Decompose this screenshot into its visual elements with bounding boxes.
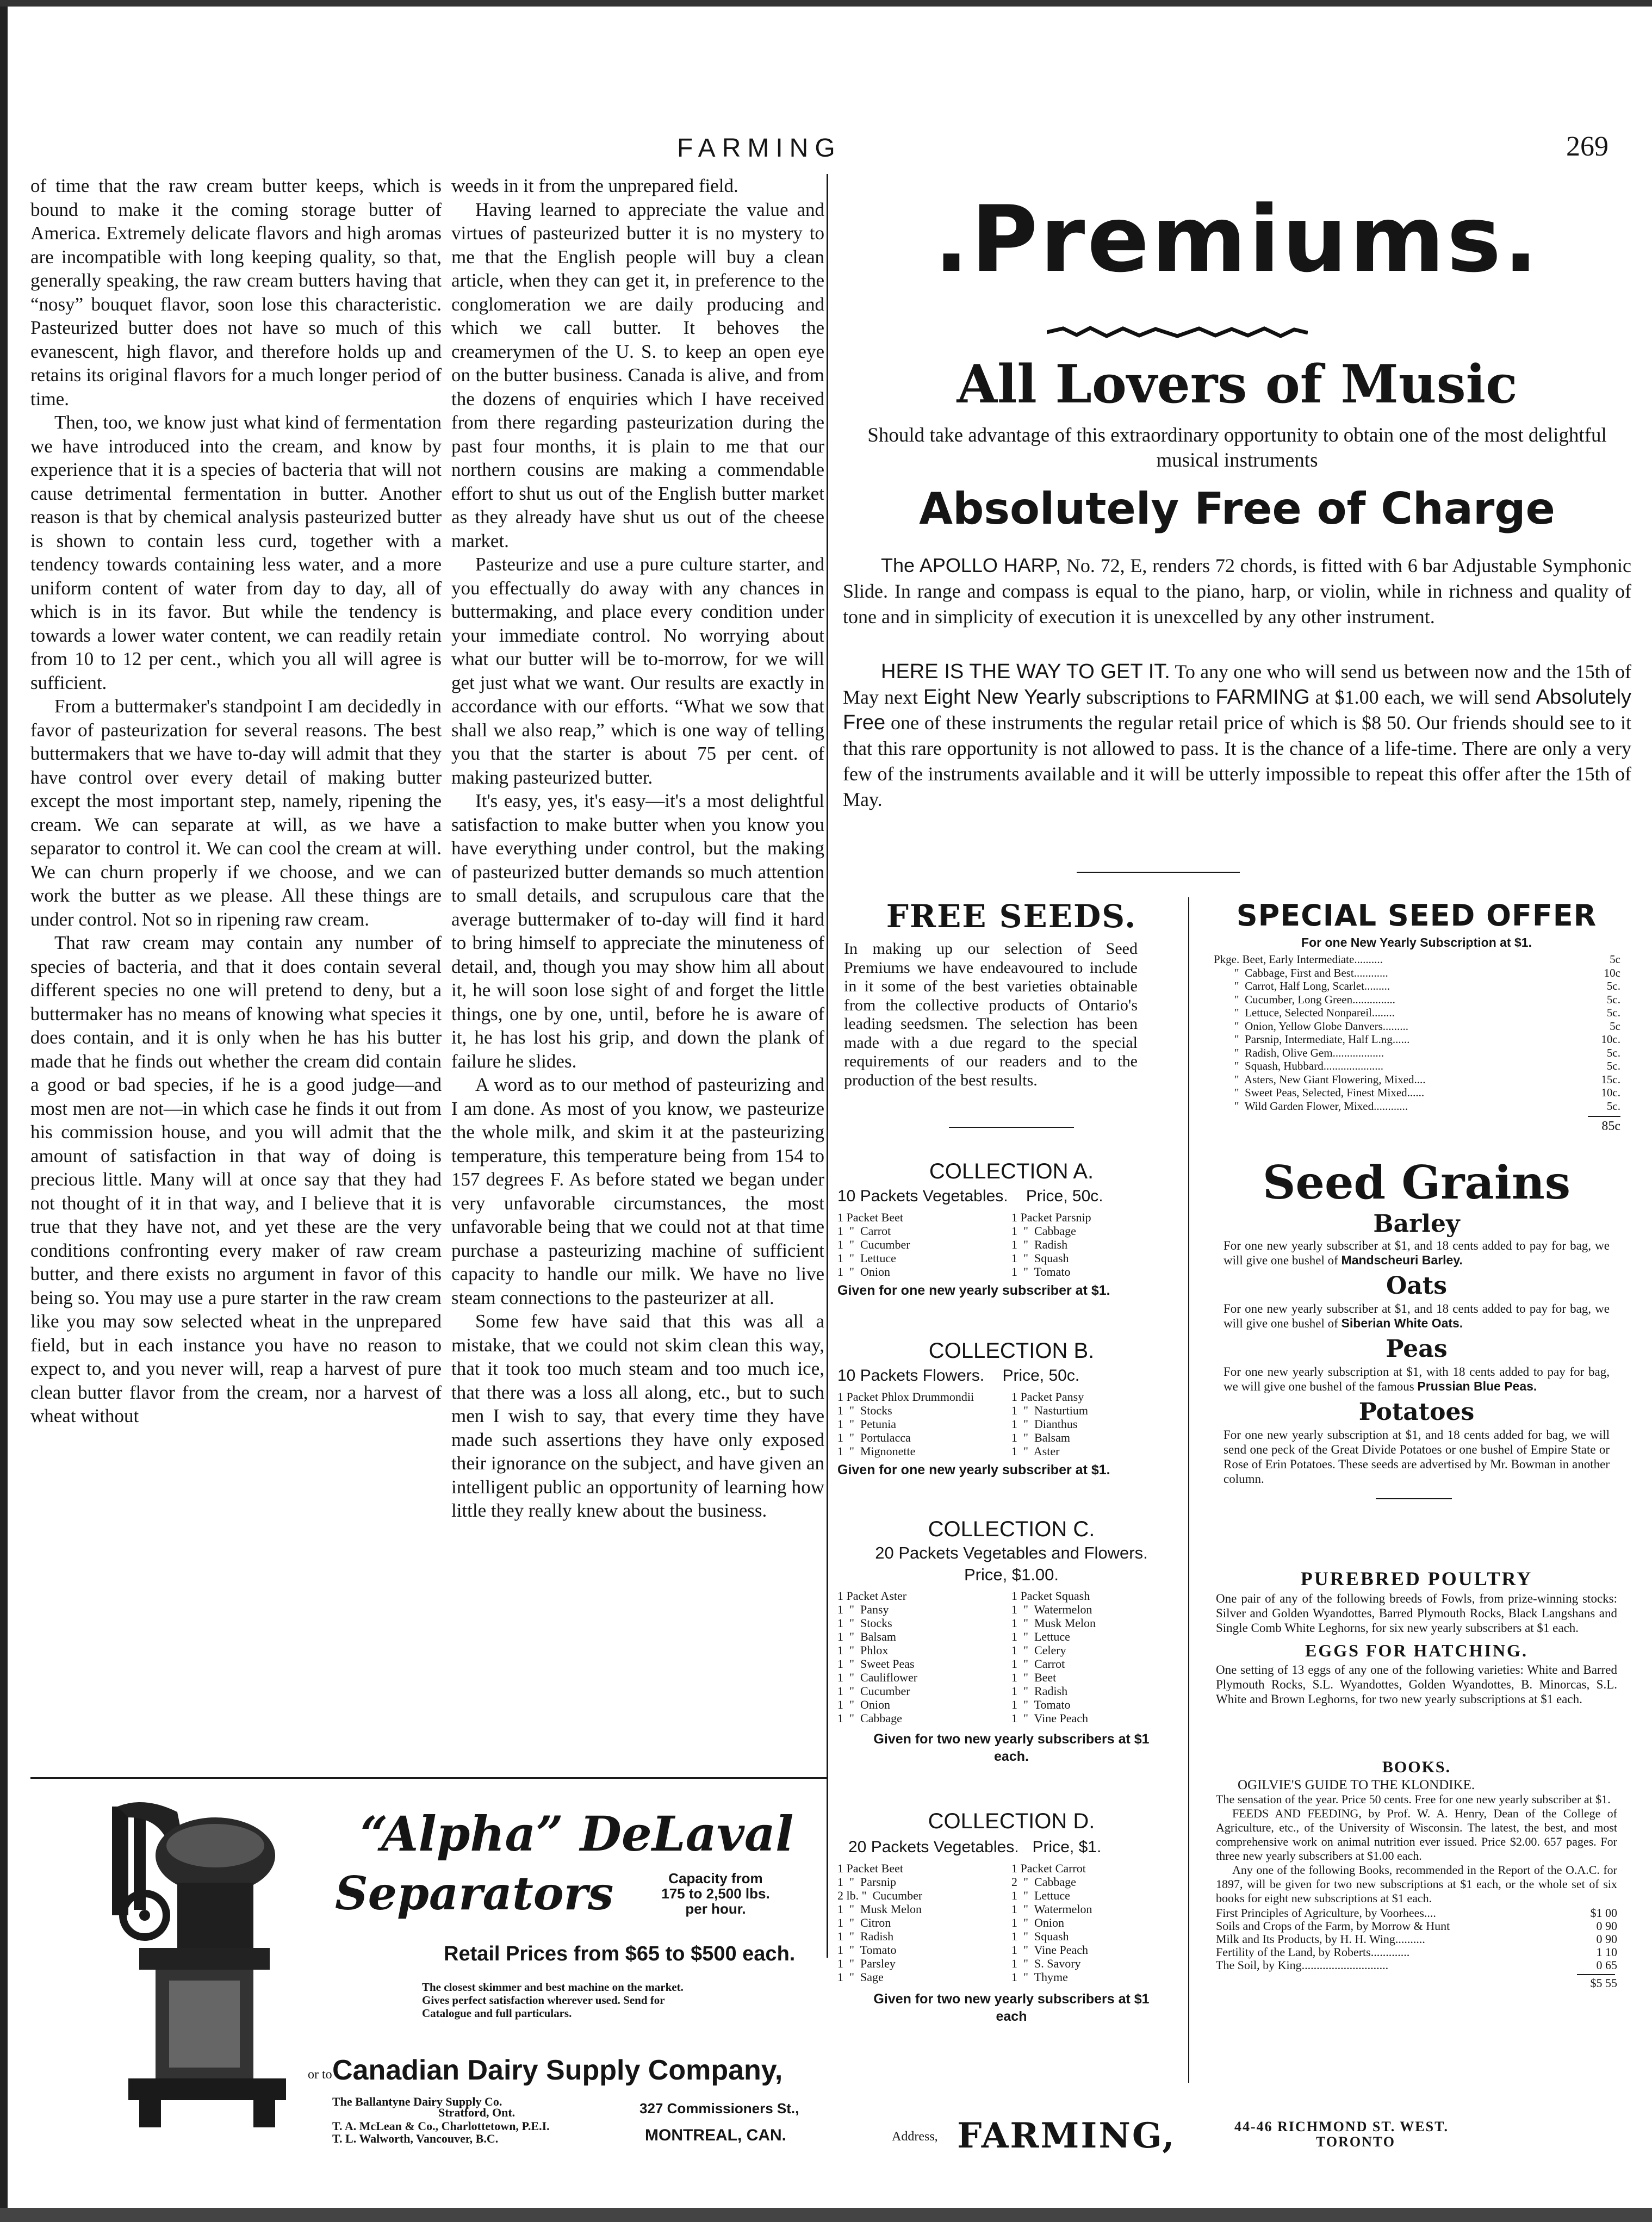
book-list-item xyxy=(1216,1959,1617,1972)
packet-item: 1 " Pansy xyxy=(837,1603,889,1616)
offer-item-price: 5c. xyxy=(1606,1006,1620,1019)
packet-item: 1 " Onion xyxy=(1011,1916,1064,1929)
ad-capacity: Capacity from 175 to 2,500 lbs. per hour. xyxy=(661,1870,770,1917)
premiums-rule xyxy=(1077,872,1240,873)
music-heading: All Lovers of Music xyxy=(957,353,1518,415)
packet-item: 1 " Onion xyxy=(837,1698,890,1711)
ad-title-line2: Separators xyxy=(335,1866,614,1920)
ad-address-city: MONTREAL, CAN. xyxy=(645,2126,786,2144)
packet-item: 1 Packet Beet xyxy=(837,1211,903,1224)
paragraph: Some few have said that this was all a mistake, that we could not skim clean this way, that it took too much steam and too much ice, that there was a loss all along, etc., but to such men I wish to say, that every time they have made such assertions they have only exposed their ignorance on the subject, and have given an intelligent public an opportunity of learning how little they really knew about the business. xyxy=(451,1311,824,1521)
barley-variety: Mandscheuri Barley. xyxy=(1341,1253,1463,1267)
packet-item: 1 Packet Pansy xyxy=(1011,1390,1084,1404)
paragraph: weeds in it from the unprepared field. xyxy=(451,175,738,196)
book-title: Milk and Its Products, by H. H. Wing.......... xyxy=(1216,1933,1425,1946)
collection-subtitle: 10 Packets Vegetables. Price, 50c. xyxy=(837,1187,1103,1205)
offer-item xyxy=(1196,1059,1620,1073)
packet-item: 1 " Carrot xyxy=(837,1224,891,1238)
collection-price: Price, $1.00. xyxy=(964,1565,1059,1584)
packet-item: 1 " Vine Peach xyxy=(1011,1943,1089,1957)
offer-item xyxy=(1196,966,1620,980)
book-title: Soils and Crops of the Farm, by Morrow & Hunt xyxy=(1216,1920,1450,1933)
grains-rule xyxy=(1376,1498,1452,1499)
packet-item: 1 " Mignonette xyxy=(837,1444,916,1458)
packet-item: 1 " Cucumber xyxy=(837,1238,910,1251)
offer-item-price: 5c. xyxy=(1606,1046,1620,1059)
packet-item: 1 " Phlox xyxy=(837,1643,889,1657)
paragraph: A word as to our method of pasteurizing and I am done. As most of you know, we pasteurize the whole milk, and skim it at the pasteurizing temperature, this temperature being from 154 to 157 degrees F. As before stated we began under very unfavorable circumstances, the most unfavorable being that we could not at that time purchase a pasteurizing machine of sufficient capacity to handle our milk. We have no live steam connections to the pasteurizer at all. xyxy=(451,1074,824,1308)
packet-item: 1 " Sage xyxy=(837,1970,884,1984)
packet-item: 1 " Radish xyxy=(1011,1238,1068,1251)
packet-item: 1 " Balsam xyxy=(837,1630,896,1643)
packet-item: 1 " Sweet Peas xyxy=(837,1657,915,1671)
oats-variety: Siberian White Oats. xyxy=(1341,1316,1463,1330)
packet-item: 1 " Radish xyxy=(1011,1684,1068,1698)
address-label: Address, xyxy=(892,2130,938,2144)
ad-retail-price: Retail Prices from $65 to $500 each. xyxy=(444,1942,796,1965)
harp-name: The APOLLO HARP, xyxy=(881,554,1061,576)
article-column-2 xyxy=(451,174,824,1523)
books-section xyxy=(1196,1757,1637,1991)
oats-desc: For one new yearly subscriber at $1, and 18 cents added to pay for bag, we will give one bushel of xyxy=(1224,1302,1610,1330)
offer-emph: Absolutely Free xyxy=(843,686,1631,734)
packet-item: 1 " Onion xyxy=(837,1265,890,1278)
special-offer-title: SPECIAL SEED OFFER xyxy=(1236,898,1597,933)
potatoes-heading: Potatoes xyxy=(1358,1398,1475,1426)
ad-description: The closest skimmer and best machine on the market. Gives perfect satisfaction wherever used. Send for Catalogue and full particulars. xyxy=(422,1981,684,2020)
harp-description xyxy=(843,553,1631,630)
packet-item: 1 " Balsam xyxy=(1011,1431,1070,1444)
column-divider xyxy=(827,174,828,1958)
collection-title: COLLECTION C. xyxy=(928,1517,1095,1541)
special-offer-total: 85c xyxy=(1601,1119,1620,1133)
offer-item-name: " Lettuce, Selected Nonpareil........ xyxy=(1234,1006,1395,1019)
packet-item: 1 " Stocks xyxy=(837,1616,892,1630)
offer-item-name: " Wild Garden Flower, Mixed............ xyxy=(1234,1099,1408,1113)
packet-item: 1 " Beet xyxy=(1011,1671,1057,1684)
offer-item-price: 5c xyxy=(1610,953,1620,966)
book-feeds: FEEDS AND FEEDING, by Prof. W. A. Henry, Dean of the College of Agriculture, etc., of the University of Wisconsin. The latest, the best, and most comprehensive work on animal nutrition ever issued. Price $2.00. 657 pages. For three new yearly subscribers at $1.00 each. xyxy=(1216,1807,1617,1863)
packet-item: 1 Packet Squash xyxy=(1011,1589,1090,1603)
offer-item xyxy=(1196,979,1620,993)
peas-variety: Prussian Blue Peas. xyxy=(1417,1379,1537,1393)
book-list-item xyxy=(1216,1946,1617,1959)
paragraph: From a buttermaker's standpoint I am decidedly in favor of pasteurization for several reasons. The best buttermakers that we have to-day will admit that they have control over every detail of making butter except the most important step, namely, ripening the cream. We can separate at will, as we have a separator to control it. We can cool the cream at will. We can churn properly if we choose, and we can work the butter as we please. All these things are under control. Not so in ripening raw cream. xyxy=(30,696,442,930)
running-title: FARMING xyxy=(677,134,842,163)
eggs-title: EGGS FOR HATCHING. xyxy=(1305,1641,1528,1660)
offer-text: one of these instruments the regular retail price of which is $8 50. Our friends should see to it that this rare opportunity is not allowed to pass. It is the chance of a life-time. There are only a very few of the instruments available and it will be utterly impossible to repeat this offer after the 15th of May. xyxy=(843,712,1631,810)
paragraph: Then, too, we know just what kind of fermentation we have introduced into the cream, and know by experience that it is a species of bacteria that will not cause detrimental fermentation in butter. Another reason is that by chemical analysis pasteurized butter is shown to contain less curd, together with a tendency towards containing less water, and a more uniform content of water from day to day, all of which is in its favor. But while the tendency is towards a lower water content, we can readily retain from 10 to 12 per cent., which you all will agree is sufficient. xyxy=(30,412,442,693)
offer-item-price: 10c. xyxy=(1601,1033,1620,1046)
book-oac: Any one of the following Books, recommended in the Report of the O.A.C. for 1897, will be given for two new subscriptions at $1 each, or the whole set of six books for eight new subscriptions at $1 each. xyxy=(1216,1863,1617,1905)
collection-a xyxy=(837,1158,1185,1302)
free-heading: Absolutely Free of Charge xyxy=(919,483,1555,534)
packet-item: 1 " Musk Melon xyxy=(837,1902,922,1916)
book-price: 0 90 xyxy=(1596,1919,1617,1933)
cream-separator-illustration xyxy=(96,1796,313,2133)
book-list-item xyxy=(1216,1907,1617,1920)
collection-footer: Given for one new yearly subscriber at $1. xyxy=(837,1283,1110,1298)
barley-text xyxy=(1196,1238,1637,1268)
poultry-text: One pair of any of the following breeds of Fowls, from prize-winning stocks: Silver and Golden Wyandottes, Barred Plymouth Rocks, Black Langshans and Single Comb White Leghorns, for six new yearly subscribers at $1 each. xyxy=(1216,1592,1617,1635)
packet-item: 1 " Portulacca xyxy=(837,1431,911,1444)
peas-desc: For one new yearly subscription at $1, with 18 cents added to pay for bag, we will give one bushel of the famous xyxy=(1224,1365,1610,1393)
seed-grains-title: Seed Grains xyxy=(1262,1156,1571,1209)
offer-item-name: " Onion, Yellow Globe Danvers......... xyxy=(1234,1019,1409,1033)
page-number: 269 xyxy=(1566,131,1608,162)
packet-item: 1 " Tomato xyxy=(837,1943,897,1957)
packet-item: 1 " Squash xyxy=(1011,1251,1069,1265)
collection-b xyxy=(837,1338,1185,1482)
offer-item xyxy=(1196,1046,1620,1060)
offer-item-name: " Cabbage, First and Best............ xyxy=(1234,966,1388,979)
packet-item: 1 " Tomato xyxy=(1011,1698,1071,1711)
ad-address-street: 327 Commissioners St., xyxy=(639,2100,799,2117)
ad-agent-2: T. A. McLean & Co., Charlottetown, P.E.I. xyxy=(332,2119,550,2133)
packet-item: 1 " Cucumber xyxy=(837,1684,910,1698)
collection-footer: Given for two new yearly subscribers at $1 each xyxy=(873,1991,1150,2024)
address-name: FARMING, xyxy=(957,2115,1176,2156)
offer-item-name: " Carrot, Half Long, Scarlet......... xyxy=(1234,979,1390,992)
oats-heading: Oats xyxy=(1386,1272,1447,1300)
offer-item xyxy=(1196,1006,1620,1020)
collection-footer: Given for two new yearly subscribers at $1 each. xyxy=(873,1731,1150,1764)
offer-item-price: 5c. xyxy=(1606,992,1620,1006)
packet-item: 1 Packet Phlox Drummondii xyxy=(837,1390,974,1404)
books-title: BOOKS. xyxy=(1382,1758,1451,1776)
offer-item-price: 15c. xyxy=(1601,1072,1620,1086)
offer-emph: FARMING xyxy=(1215,686,1310,709)
offer-item-name: " Cucumber, Long Green............... xyxy=(1234,992,1395,1006)
packet-item: 1 " Lettuce xyxy=(1011,1889,1070,1902)
barley-desc: For one new yearly subscriber at $1, and 18 cents added to pay for bag, we will give one bushel of xyxy=(1224,1239,1610,1267)
packet-item: 1 " Citron xyxy=(837,1916,891,1929)
offer-emph: Eight New Yearly xyxy=(923,686,1081,709)
offer-item-price: 10c. xyxy=(1601,1086,1620,1099)
address-line xyxy=(848,2115,1637,2164)
paragraph: Pasteurize and use a pure culture starter, and you effectually do away with any chances in buttermaking, and place every condition under your immediate control. No worrying about what our butter will be to-morrow, for we will get just what we want. Our results are exactly in accordance with our efforts. “What we sow that shall we also reap,” which is one way of telling you that the starter is about 75 per cent. of making pasteurized butter. xyxy=(451,554,824,788)
packet-item: 1 " Watermelon xyxy=(1011,1902,1092,1916)
packet-item: 1 " Tomato xyxy=(1011,1265,1071,1278)
book-price: 1 10 xyxy=(1596,1945,1617,1959)
packet-item: 1 " Carrot xyxy=(1011,1657,1065,1671)
ad-agent-1: The Ballantyne Dairy Supply Co. xyxy=(332,2095,502,2108)
book-list-item xyxy=(1216,1933,1617,1946)
packet-item: 1 " Parsnip xyxy=(837,1875,896,1889)
collection-title: COLLECTION D. xyxy=(928,1809,1095,1833)
special-seed-offer xyxy=(1196,898,1637,1135)
oats-text xyxy=(1196,1301,1637,1331)
peas-heading: Peas xyxy=(1386,1335,1448,1363)
left-edge xyxy=(0,0,8,2222)
packet-item: 1 " Petunia xyxy=(837,1417,896,1431)
separator-advertisement xyxy=(30,1779,827,2193)
books-total-rule xyxy=(1577,1974,1615,1975)
offer-lead: HERE IS THE WAY TO GET IT. xyxy=(881,660,1170,683)
offer-item-name: " Parsnip, Intermediate, Half L.ng...... xyxy=(1234,1033,1410,1046)
offer-item xyxy=(1196,1100,1620,1113)
collection-title: COLLECTION A. xyxy=(929,1159,1094,1183)
book-klondike: OGILVIE'S GUIDE TO THE KLONDIKE. xyxy=(1238,1778,1475,1792)
bottom-edge xyxy=(0,2208,1652,2222)
top-edge xyxy=(0,0,1652,7)
book-title: The Soil, by King............................. xyxy=(1216,1959,1389,1972)
seed-grains xyxy=(1196,1156,1637,1499)
books-total: $5 55 xyxy=(1590,1976,1617,1990)
harp-text: No. 72, E, renders 72 chords, is fitted with 6 bar Adjustable Symphonic Slide. In range and compass is equal to the piano, harp, or violin, while in richness and quality of tone and in simplicity of execution it is unexcelled by any other instrument. xyxy=(843,555,1631,628)
paragraph: It's easy, yes, it's easy—it's a most delightful satisfaction to make butter when you know you have everything under control, but the making of pasteurized butter demands so much attention to small details, and scrupulous care that the average buttermaker of to-day will find it hard to bring himself to appreciate the minuteness of detail, and, though you may show him all about it, he will soon lose sight of and forget the little things, one by one, until, before he is aware of it, he has lost his grip, and down the plank of failure he slides. xyxy=(451,790,824,1072)
offer-item-price: 10c xyxy=(1604,966,1620,979)
collection-subtitle: 10 Packets Flowers. Price, 50c. xyxy=(837,1367,1080,1385)
packet-item: 1 " Vine Peach xyxy=(1011,1711,1089,1725)
total-rule xyxy=(1588,1116,1620,1117)
packet-item: 1 " Watermelon xyxy=(1011,1603,1092,1616)
offer-item-name: " Squash, Hubbard..................... xyxy=(1234,1059,1383,1072)
collection-subtitle: 20 Packets Vegetables and Flowers. xyxy=(875,1543,1148,1562)
book-title: First Principles of Agriculture, by Voorhees.... xyxy=(1216,1907,1436,1920)
special-offer-subtitle: For one New Yearly Subscription at $1. xyxy=(1301,935,1532,949)
offer-text: To any one who will send us between now and the 15th of May next xyxy=(843,661,1631,708)
barley-heading: Barley xyxy=(1373,1210,1460,1238)
free-seeds-title: FREE SEEDS. xyxy=(886,898,1137,935)
offer-item-name: " Asters, New Giant Flowering, Mixed.... xyxy=(1234,1072,1426,1086)
ad-company: Canadian Dairy Supply Company, xyxy=(332,2055,783,2086)
ad-top-rule xyxy=(30,1777,828,1779)
offer-item xyxy=(1196,953,1620,966)
offer-text: subscriptions to xyxy=(1080,686,1216,708)
offer-item-name: Pkge. Beet, Early Intermediate.......... xyxy=(1214,953,1383,966)
paragraph: That raw cream may contain any number of species of bacteria, and that it does contain several different species no one will pretend to deny, but a buttermaker has no means of knowing what species it does contain, and it is only when he has his butter made that he finds out whether the cream did contain a good or bad species, if he is a good judge—and most men are not—in which case he finds it out from his commission house, and you will admit that the amount of satisfaction in that way of doing is precious little. Many will at once say that they had not thought of it in that way, and I believe that it is true that they have not, and yet these are the very conditions confronting every maker of raw cream butter, and there exists no argument in favor of this being so. You may use a pure starter in the raw cream like you may sow selected wheat in the unprepared field, but in each instance you have no reason to expect to, and you never will, reap a harvest of pure clean butter flavor from the cream, nor a harvest of wheat without xyxy=(30,932,442,1426)
collection-c xyxy=(837,1516,1185,1765)
offers-divider xyxy=(1188,897,1189,2083)
paragraph: of time that the raw cream butter keeps, which is bound to make it the coming storage butter of America. Extremely delicate flavors and high aromas are incompatible with long keeping quality, so that, generally speaking, the raw cream butters having that “nosy” bouquet flavor, soon lose this characteristic. Pasteurized butter does not have so much of this evanescent, high flavor, and therefore holds up and retains its original flavors for a much longer period of time. xyxy=(30,175,442,409)
offer-item-name: " Radish, Olive Gem.................. xyxy=(1234,1046,1384,1059)
offer-item xyxy=(1196,993,1620,1007)
packet-item: 1 " Thyme xyxy=(1011,1970,1068,1984)
packet-item: 1 Packet Parsnip xyxy=(1011,1211,1091,1224)
peas-text xyxy=(1196,1364,1637,1394)
offer-description xyxy=(843,659,1631,812)
free-seeds-text: In making up our selection of Seed Premiums we have endeavoured to include in it some of the best varieties obtainable from the collective products of Ontario's leading seedsmen. The selection has been made with a due regard to the special requirements of our readers and to the production of the best results. xyxy=(844,940,1138,1089)
music-lead: Should take advantage of this extraordinary opportunity to obtain one of the most delightful musical instruments xyxy=(867,424,1607,471)
ornament-rule xyxy=(1047,325,1308,339)
offer-item xyxy=(1196,1033,1620,1046)
packet-item: 1 " Aster xyxy=(1011,1444,1060,1458)
poultry-title: PUREBRED POULTRY xyxy=(1300,1568,1533,1590)
article-column-1 xyxy=(30,174,442,1428)
ad-agent-3: T. L. Walworth, Vancouver, B.C. xyxy=(332,2132,499,2145)
packet-item: 1 Packet Beet xyxy=(837,1861,903,1875)
packet-item: 1 " Lettuce xyxy=(837,1251,896,1265)
packet-item: 1 " Cabbage xyxy=(1011,1224,1076,1238)
packet-item: 2 lb. " Cucumber xyxy=(837,1889,923,1902)
offer-item-name: " Sweet Peas, Selected, Finest Mixed...... xyxy=(1234,1086,1425,1099)
packet-item: 1 " S. Savory xyxy=(1011,1957,1081,1970)
offer-item xyxy=(1196,1086,1620,1100)
packet-item: 1 Packet Carrot xyxy=(1011,1861,1086,1875)
packet-item: 1 " Celery xyxy=(1011,1643,1066,1657)
potatoes-text: For one new yearly subscription at $1, and 18 cents added for bag, we will send one peck of the Great Divide Potatoes or one bushel of Empire State or Rose of Erin Potatoes. These seeds are advertised by Mr. Bowman in another column. xyxy=(1224,1428,1610,1486)
ad-title-line1: “Alpha” DeLaval xyxy=(360,1805,794,1862)
address-street: 44-46 RICHMOND ST. WEST. xyxy=(1234,2119,1449,2134)
packet-item: 1 " Parsley xyxy=(837,1957,896,1970)
book-price: 0 65 xyxy=(1596,1958,1617,1972)
paragraph: Having learned to appreciate the value and virtues of pasteurized butter it is no mystery to me that the English people will buy a clean article, when they can get it, in preference to the conglomeration we are daily producing and which we call butter. It behoves the creamerymen of the U. S. to keep an open eye on the butter business. Canada is alive, and from the dozens of enquiries which I have received from there regarding pasteurization during the past four months, it is plain to me that our northern cousins are making a commendable effort to shut us out of the English butter market as they already have shut us out of the cheese market. xyxy=(451,198,824,551)
ad-agent-1-city: Stratford, Ont. xyxy=(438,2106,516,2119)
offer-item xyxy=(1196,1020,1620,1033)
collection-title: COLLECTION B. xyxy=(928,1339,1095,1363)
packet-item: 1 " Stocks xyxy=(837,1404,892,1417)
book-price: $1 00 xyxy=(1590,1906,1617,1920)
poultry-section xyxy=(1196,1566,1637,1706)
offer-item-price: 5c. xyxy=(1606,1059,1620,1072)
packet-item: 1 " Squash xyxy=(1011,1929,1069,1943)
packet-item: 1 Packet Aster xyxy=(837,1589,907,1603)
collection-subtitle: 20 Packets Vegetables. Price, $1. xyxy=(848,1838,1102,1856)
packet-item: 1 " Lettuce xyxy=(1011,1630,1070,1643)
packet-item: 1 " Dianthus xyxy=(1011,1417,1078,1431)
offer-item-price: 5c xyxy=(1610,1019,1620,1033)
offer-item xyxy=(1196,1073,1620,1087)
packet-item: 1 " Radish xyxy=(837,1929,894,1943)
book-title: Fertility of the Land, by Roberts............. xyxy=(1216,1946,1410,1959)
book-price: 0 90 xyxy=(1596,1932,1617,1946)
seeds-rule xyxy=(949,1127,1074,1128)
packet-item: 1 " Cabbage xyxy=(837,1711,902,1725)
book-klondike-desc: The sensation of the year. Price 50 cents. Free for one new yearly subscriber at $1. xyxy=(1216,1792,1611,1806)
offer-text: at $1.00 each, we will send xyxy=(1309,686,1536,708)
collection-footer: Given for one new yearly subscriber at $1. xyxy=(837,1462,1110,1478)
offer-item-price: 5c. xyxy=(1606,1099,1620,1113)
packet-item: 2 " Cabbage xyxy=(1011,1875,1076,1889)
eggs-text: One setting of 13 eggs of any one of the following varieties: White and Barred Plymouth Rocks, S.L. Wyandottes, Golden Wyandottes, B. Minorcas, S.L. White and Brown Leghorns, for two new yearly subscriptions at $1 each. xyxy=(1216,1663,1617,1706)
book-list-item xyxy=(1216,1920,1617,1933)
collection-d xyxy=(837,1808,1185,2025)
packet-item: 1 " Musk Melon xyxy=(1011,1616,1096,1630)
ad-or-to: or to xyxy=(308,2068,332,2082)
offer-item-price: 5c. xyxy=(1606,979,1620,992)
packet-item: 1 " Cauliflower xyxy=(837,1671,918,1684)
address-city: TORONTO xyxy=(1316,2134,1395,2150)
packet-item: 1 " Nasturtium xyxy=(1011,1404,1088,1417)
premiums-title: .Premiums. xyxy=(934,186,1541,293)
